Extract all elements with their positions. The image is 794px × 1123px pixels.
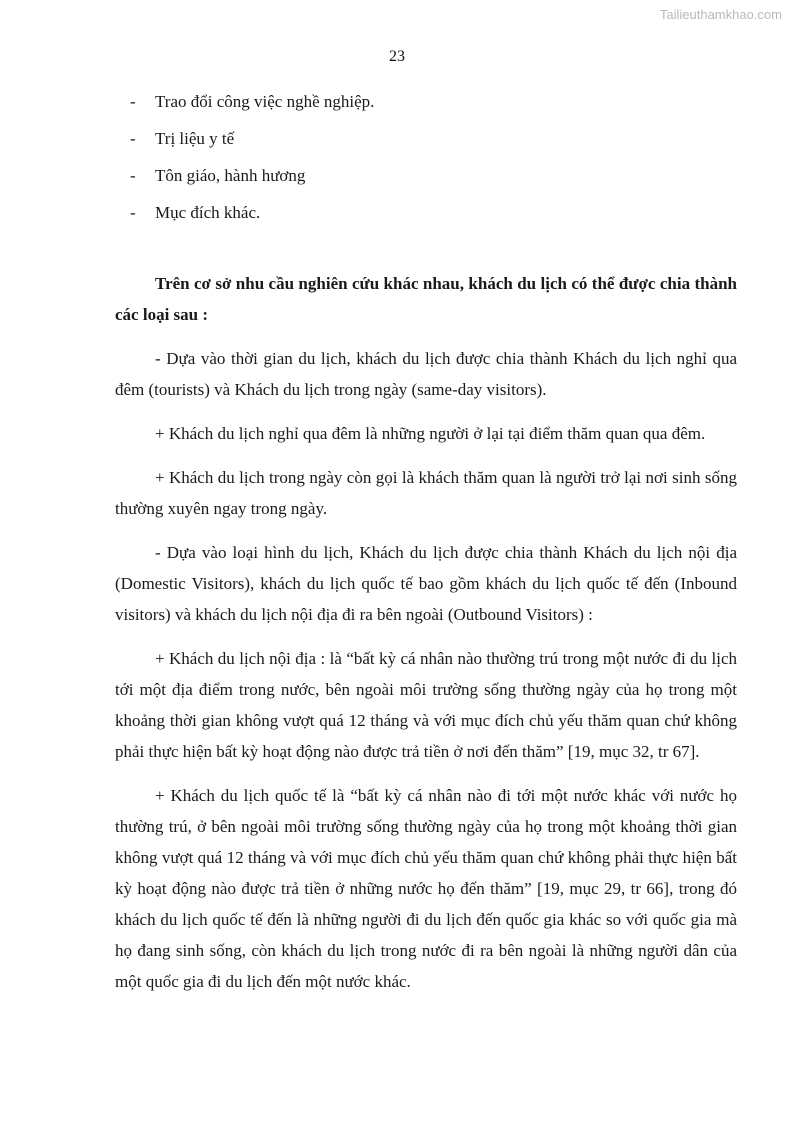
page-number: 23 (389, 48, 405, 65)
bullet-dash: - (130, 203, 136, 222)
bullet-text: Trị liệu y tế (155, 129, 235, 148)
list-item (115, 90, 737, 113)
bullet-list (115, 90, 737, 224)
paragraph: + Khách du lịch quốc tế là “bất kỳ cá nhân nào đi tới một nước khác với nước họ thường trú, ở bên ngoài môi trường sống thường ngày của họ trong một khoảng thời gian không vượt quá 12 tháng và với mục đích chủ yếu thăm quan chứ không phải thực hiện bất kỳ hoạt động nào được trả tiền ở những nước họ đến thăm” [19, mục 29, tr 66], trong đó khách du lịch quốc tế đến là những người đi du lịch đến quốc gia khác so với quốc gia mà họ đang sinh sống, còn khách du lịch trong nước đi ra bên ngoài là những người dân của một quốc gia đi du lịch đến một nước khác. (115, 786, 737, 991)
watermark: Tailieuthamkhao.com (659, 7, 782, 22)
paragraph: - Dựa vào loại hình du lịch, Khách du lịch được chia thành Khách du lịch nội địa (Domestic Visitors), khách du lịch quốc tế bao gồm khách du lịch quốc tế đến (Inbound visitors) và khách du lịch nội địa đi ra bên ngoài (Outbound Visitors) : (115, 543, 737, 624)
bullet-dash: - (130, 92, 136, 111)
bullet-dash: - (130, 166, 136, 185)
list-item (115, 127, 737, 150)
list-item (115, 164, 737, 187)
page-content (115, 90, 737, 1010)
list-item (115, 201, 737, 224)
paragraph: + Khách du lịch nghỉ qua đêm là những người ở lại tại điểm thăm quan qua đêm. (155, 424, 706, 443)
paragraph: + Khách du lịch nội địa : là “bất kỳ cá nhân nào thường trú trong một nước đi du lịch tới một địa điểm trong nước, bên ngoài môi trường sống thường ngày của họ trong một khoảng thời gian không vượt quá 12 tháng và với mục đích chủ yếu thăm quan chứ không phải thực hiện bất kỳ hoạt động nào được trả tiền ở nơi đến thăm” [19, mục 32, tr 67]. (115, 649, 737, 761)
bullet-dash: - (130, 129, 136, 148)
paragraph: - Dựa vào thời gian du lịch, khách du lịch được chia thành Khách du lịch nghỉ qua đêm (tourists) và Khách du lịch trong ngày (same-day visitors). (115, 349, 737, 399)
bullet-text: Tôn giáo, hành hương (155, 166, 306, 185)
bullet-text: Trao đổi công việc nghề nghiệp. (155, 92, 375, 111)
bullet-text: Mục đích khác. (155, 203, 261, 222)
paragraph: + Khách du lịch trong ngày còn gọi là khách thăm quan là người trở lại nơi sinh sống thường xuyên ngay trong ngày. (115, 468, 737, 518)
intro-paragraph: Trên cơ sở nhu cầu nghiên cứu khác nhau, khách du lịch có thể được chia thành các loại sau : (115, 274, 737, 324)
